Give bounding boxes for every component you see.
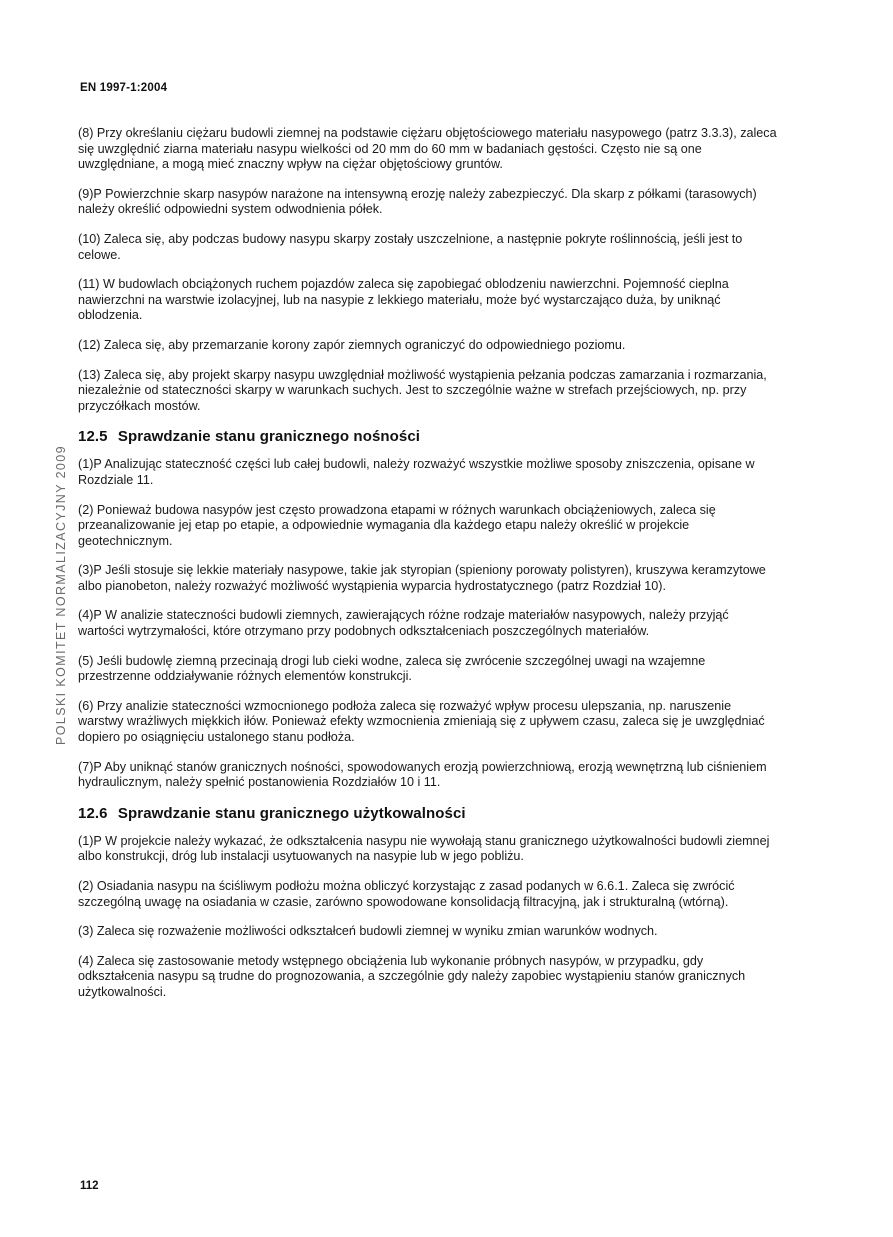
section-12-5-paragraph-7p: (7)P Aby uniknąć stanów granicznych nośności, spowodowanych erozją powierzchniową, erozją wewnętrzną lub ciśnieniem hydraulicznym, należy spełnić postanowienia Rozdziałów 10 i 11. bbox=[78, 759, 767, 790]
section-heading-12-6 bbox=[78, 805, 778, 822]
section-12-6-paragraph-3: (3) Zaleca się rozważenie możliwości odkształceń budowli ziemnej w wyniku zmian warunków wodnych. bbox=[78, 924, 658, 939]
section-12-5-paragraph-1p: (1)P Analizując stateczność części lub całej budowli, należy rozważyć wszystkie możliwe sposoby zniszczenia, opisane w Rozdziale 11. bbox=[78, 457, 755, 487]
paragraph-8: (8) Przy określaniu ciężaru budowli ziemnej na podstawie ciężaru objętościowego materiału nasypowego (patrz 3.3.3), zaleca się uwzględnić ziarna materiału nasypu wielkości od 20 mm do 60 mm w badaniach gęstości. Często nie są one uwzględniane, a mogą mieć znaczny wpływ na ciężar objętościowy gruntów. bbox=[78, 126, 777, 172]
section-12-5-paragraph-3p: (3)P Jeśli stosuje się lekkie materiały nasypowe, takie jak styropian (spieniony porowaty polistyren), kruszywa keramzytowe albo pianobeton, należy rozważyć możliwość wystąpienia wyparcia hydrostatycznego (patrz Rozdział 10). bbox=[78, 563, 766, 593]
paragraph-13: (13) Zaleca się, aby projekt skarpy nasypu uwzględniał możliwość wystąpienia pełzania podczas zamarzania i rozmarzania, niezależnie od stateczności skarpy w warunkach suchych. Jest to szczególnie ważne w strefach przejściowych, np. przy przyczółkach mostów. bbox=[78, 367, 767, 413]
document-header: EN 1997-1:2004 bbox=[80, 82, 168, 94]
section-12-6-paragraph-2: (2) Osiadania nasypu na ściśliwym podłożu można obliczyć korzystając z zasad podanych w 6.6.1. Zaleca się zwrócić szczególną uwagę na osiadania w czasie, zarówno spowodowane konsolidacją filtracyjną, jak i strukturalną (wtórną). bbox=[78, 879, 735, 909]
section-number: 12.6 bbox=[78, 804, 108, 822]
side-watermark-stamp: POLSKI KOMITET NORMALIZACYJNY 2009 bbox=[54, 445, 68, 745]
paragraph-12: (12) Zaleca się, aby przemarzanie korony zapór ziemnych ograniczyć do odpowiedniego poziomu. bbox=[78, 337, 626, 352]
section-12-6-paragraph-1p: (1)P W projekcie należy wykazać, że odkształcenia nasypu nie wywołają stanu granicznego użytkowalności budowli ziemnej albo konstrukcji, dróg lub instalacji usytuowanych na nasypie lub w jego pobliżu. bbox=[78, 833, 770, 864]
section-heading-12-5 bbox=[78, 428, 778, 445]
paragraph-11: (11) W budowlach obciążonych ruchem pojazdów zaleca się zapobiegać oblodzeniu nawierzchni. Pojemność cieplna nawierzchni na warstwie izolacyjnej, lub na nasypie z lekkiego materiału, może być wystarczająco duża, by uniknąć oblodzenia. bbox=[78, 277, 729, 323]
section-12-5-paragraph-6: (6) Przy analizie stateczności wzmocnionego podłoża zaleca się rozważyć wpływ procesu ulepszania, np. naruszenie warstwy wrażliwych miękkich iłów. Ponieważ efekty wzmocnienia zmieniają się z upływem czasu, zaleca się je uwzględniać dopiero po osiągnięciu ustalonego stanu podłoża. bbox=[78, 698, 765, 745]
page-body bbox=[78, 126, 778, 1015]
paragraph-9p: (9)P Powierzchnie skarp nasypów narażone na intensywną erozję należy zabezpieczyć. Dla skarp z półkami (tarasowych) należy określić odpowiedni system odwodnienia półek. bbox=[78, 186, 757, 217]
section-number: 12.5 bbox=[78, 428, 108, 446]
section-12-5-paragraph-2: (2) Ponieważ budowa nasypów jest często prowadzona etapami w różnych warunkach obciążeniowych, zaleca się przeanalizowanie jej etap po etapie, a odpowiednie wymagania dla każdego etapu należy określić w projekcie geotechnicznym. bbox=[78, 502, 716, 548]
section-title: Sprawdzanie stanu granicznego nośności bbox=[117, 428, 421, 446]
page-number: 112 bbox=[80, 1180, 99, 1192]
section-title: Sprawdzanie stanu granicznego użytkowalności bbox=[117, 804, 466, 822]
paragraph-10: (10) Zaleca się, aby podczas budowy nasypu skarpy zostały uszczelnione, a następnie pokryte roślinnością, jeśli jest to celowe. bbox=[78, 231, 743, 262]
section-12-5-paragraph-4p: (4)P W analizie stateczności budowli ziemnych, zawierających różne rodzaje materiałów nasypowych, należy przyjąć wartości wytrzymałości, które otrzymano przy podobnych odkształceniach poszczególnych materiałów. bbox=[78, 608, 729, 639]
section-12-6-paragraph-4: (4) Zaleca się zastosowanie metody wstępnego obciążenia lub wykonanie próbnych nasypów, w przypadku, gdy odkształcenia nasypu są trudne do prognozowania, a szczególnie gdy należy zapobiec wystąpieniu stanów granicznych użytkowalności. bbox=[78, 953, 746, 999]
section-12-5-paragraph-5: (5) Jeśli budowlę ziemną przecinają drogi lub cieki wodne, zaleca się zwrócenie szczególnej uwagi na wzajemne przestrzenne oddziaływanie różnych elementów konstrukcji. bbox=[78, 653, 706, 684]
